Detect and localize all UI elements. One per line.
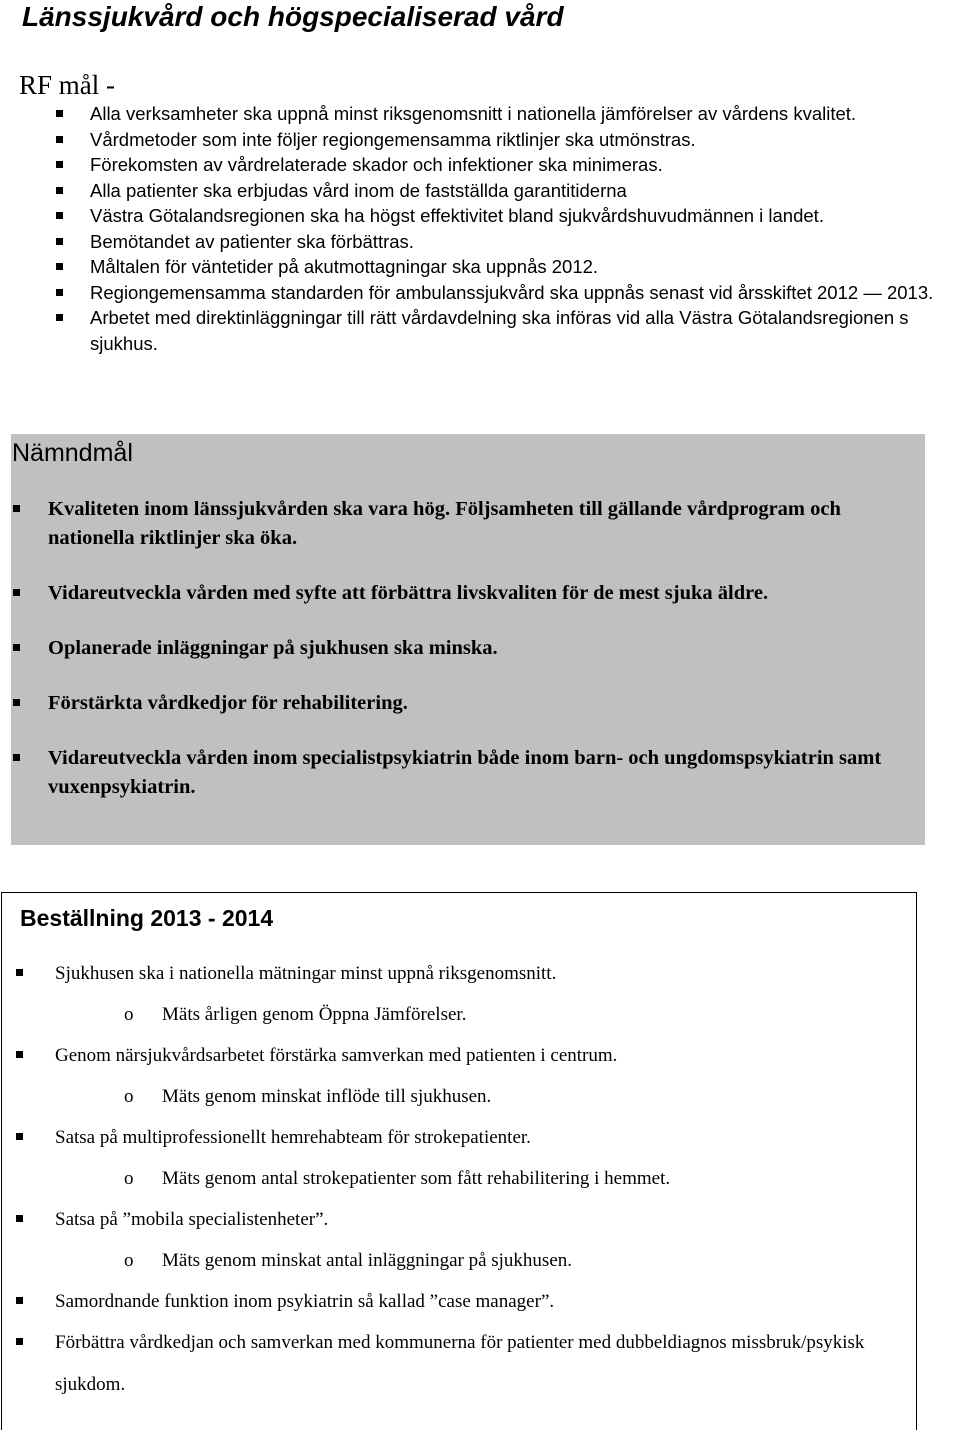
- list-item-text: Satsa på multiprofessionellt hemrehabteam för strokepatienter.: [55, 1127, 531, 1148]
- list-item-text: Förstärkta vårdkedjor för rehabilitering.: [48, 692, 408, 714]
- list-item: [0, 254, 960, 280]
- list-item: [0, 101, 960, 127]
- list-item-text: Måltalen för väntetider på akutmottagningar ska uppnås 2012.: [90, 256, 599, 277]
- list-item-text: Oplanerade inläggningar på sjukhusen ska minska.: [48, 637, 498, 659]
- square-bullet-icon: [16, 1051, 23, 1058]
- list-item-text: Kvaliteten inom länssjukvården ska vara hög. Följsamheten till gällande vårdprogram och nationella riktlinjer ska öka.: [48, 498, 841, 549]
- list-item-text: Bemötandet av patienter ska förbättras.: [90, 230, 414, 252]
- square-bullet-icon: [16, 1297, 23, 1304]
- list-item: [11, 744, 925, 802]
- square-bullet-icon: [13, 699, 20, 706]
- page-title: Länssjukvård och högspecialiserad vård: [22, 1, 564, 32]
- square-bullet-icon: [13, 754, 20, 761]
- sub-list-item: [2, 1001, 916, 1029]
- sub-bullet-marker: o: [124, 1004, 134, 1025]
- list-item: [0, 229, 960, 255]
- list-item-text: Arbetet med direktinläggningar till rätt vårdavdelning ska införas vid alla Västra Götalandsregionen s sjukhus.: [90, 307, 909, 354]
- list-item: [11, 689, 925, 718]
- square-bullet-icon: [56, 263, 63, 270]
- square-bullet-icon: [56, 161, 63, 168]
- namndmal-heading: Nämndmål: [12, 439, 133, 467]
- sub-list-item-text: Mäts genom antal strokepatienter som fått rehabilitering i hemmet.: [162, 1168, 671, 1189]
- bestallning-section: [1, 892, 917, 1430]
- sub-list-item-text: Mäts genom minskat inflöde till sjukhusen.: [162, 1086, 492, 1107]
- list-item-text: Alla patienter ska erbjudas vård inom de fastställda garantitiderna: [90, 179, 627, 201]
- list-item: [0, 203, 960, 229]
- square-bullet-icon: [56, 238, 63, 245]
- bestallning-list: [2, 960, 916, 1419]
- square-bullet-icon: [56, 187, 63, 194]
- square-bullet-icon: [16, 1133, 23, 1140]
- list-item: [2, 960, 916, 988]
- square-bullet-icon: [13, 644, 20, 651]
- list-item-text: Sjukhusen ska i nationella mätningar minst uppnå riksgenomsnitt.: [55, 963, 557, 984]
- square-bullet-icon: [56, 136, 63, 143]
- list-item-text: Samordnande funktion inom psykiatrin så kallad ”case manager”.: [55, 1291, 555, 1312]
- square-bullet-icon: [56, 110, 63, 117]
- sub-bullet-marker: o: [124, 1250, 134, 1271]
- square-bullet-icon: [13, 505, 20, 512]
- list-item-text: Satsa på ”mobila specialistenheter”.: [55, 1209, 329, 1230]
- square-bullet-icon: [56, 212, 63, 219]
- rf-goals-heading: RF mål -: [19, 70, 116, 100]
- list-item-text: Vårdmetoder som inte följer regiongemensamma riktlinjer ska utmönstras.: [90, 128, 696, 150]
- list-item: [11, 495, 925, 553]
- sub-list-item-text: Mäts genom minskat antal inläggningar på sjukhusen.: [162, 1250, 573, 1271]
- sub-list-item: [2, 1247, 916, 1275]
- sub-list-item: [2, 1165, 916, 1193]
- list-item: [0, 305, 960, 356]
- list-item: [0, 152, 960, 178]
- list-item-text: Västra Götalandsregionen ska ha högst effektivitet bland sjukvårdshuvudmännen i landet.: [90, 205, 824, 226]
- square-bullet-icon: [13, 589, 20, 596]
- list-item-text: Vidareutveckla vården inom specialistpsykiatrin både inom barn- och ungdomspsykiatrin samt vuxenpsykiatrin.: [48, 747, 882, 798]
- bestallning-heading: Beställning 2013 - 2014: [20, 905, 274, 931]
- square-bullet-icon: [16, 1338, 23, 1345]
- list-item: [2, 1124, 916, 1152]
- list-item: [2, 1042, 916, 1070]
- list-item: [2, 1322, 916, 1406]
- list-item: [2, 1206, 916, 1234]
- sub-bullet-marker: o: [124, 1086, 134, 1107]
- sub-bullet-marker: o: [124, 1168, 134, 1189]
- rf-goals-list: [0, 101, 960, 356]
- list-item: [0, 178, 960, 204]
- list-item-text: Vidareutveckla vården med syfte att förbättra livskvaliten för de mest sjuka äldre.: [48, 582, 769, 604]
- list-item: [2, 1288, 916, 1316]
- namndmal-list: [11, 495, 925, 828]
- square-bullet-icon: [16, 969, 23, 976]
- list-item: [11, 579, 925, 608]
- list-item-text: Förekomsten av vårdrelaterade skador och infektioner ska minimeras.: [90, 154, 663, 175]
- sub-list-item: [2, 1083, 916, 1111]
- list-item-text: Alla verksamheter ska uppnå minst riksgenomsnitt i nationella jämförelser av vårdens kvalitet.: [90, 103, 857, 124]
- square-bullet-icon: [56, 314, 63, 321]
- sub-list-item-text: Mäts årligen genom Öppna Jämförelser.: [162, 1004, 467, 1025]
- square-bullet-icon: [16, 1215, 23, 1222]
- list-item-text: Regiongemensamma standarden för ambulanssjukvård ska uppnås senast vid årsskiftet 2012 — 2013.: [90, 281, 934, 303]
- namndmal-section: [11, 434, 925, 845]
- list-item: [0, 127, 960, 153]
- list-item-text: Genom närsjukvårdsarbetet förstärka samverkan med patienten i centrum.: [55, 1045, 618, 1066]
- list-item: [11, 634, 925, 663]
- list-item-text: Förbättra vårdkedjan och samverkan med kommunerna för patienter med dubbeldiagnos missbruk/psykisk sjukdom.: [55, 1332, 865, 1395]
- square-bullet-icon: [56, 289, 63, 296]
- list-item: [0, 280, 960, 306]
